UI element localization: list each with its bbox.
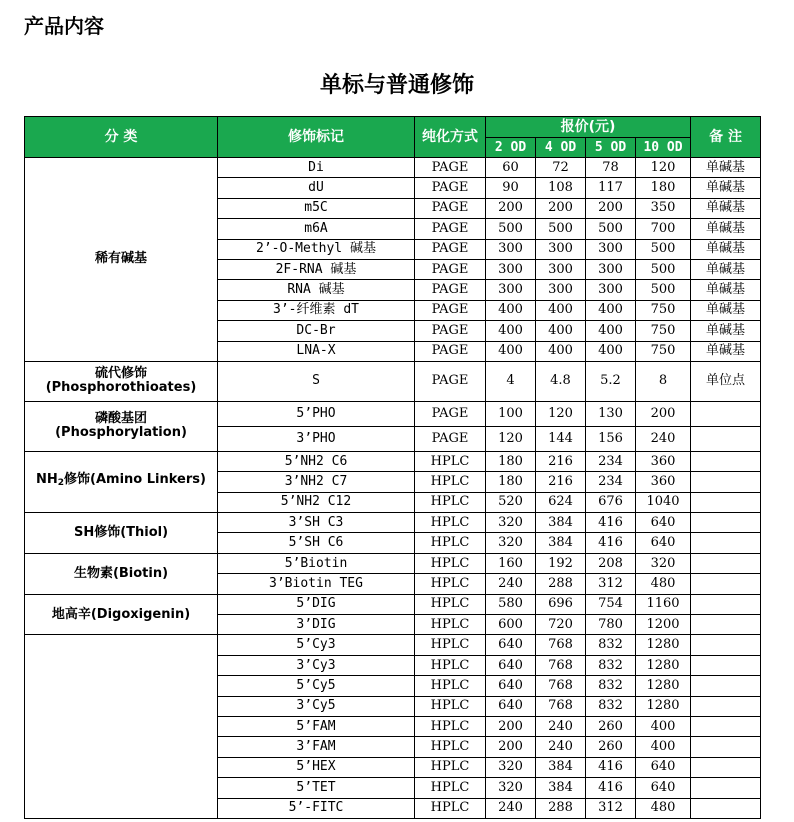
price-cell: 260 — [586, 716, 636, 736]
table-row — [25, 451, 761, 471]
purification-cell: HPLC — [415, 533, 486, 553]
price-cell: 580 — [486, 594, 536, 614]
category-cell — [25, 594, 218, 635]
price-cell: 400 — [636, 716, 691, 736]
note-cell — [691, 635, 761, 655]
purification-cell: PAGE — [415, 341, 486, 361]
purification-cell: HPLC — [415, 513, 486, 533]
price-cell: 90 — [486, 178, 536, 198]
header-price: 报价(元) — [486, 117, 691, 138]
modification-cell: 5’PHO — [218, 401, 415, 426]
purification-cell: HPLC — [415, 635, 486, 655]
note-cell — [691, 513, 761, 533]
modification-cell: 3’Cy5 — [218, 696, 415, 716]
price-cell: 312 — [586, 574, 636, 594]
price-cell: 300 — [586, 239, 636, 259]
table-body — [25, 158, 761, 819]
price-cell: 130 — [586, 401, 636, 426]
price-cell: 360 — [636, 472, 691, 492]
price-cell: 400 — [586, 341, 636, 361]
price-cell: 234 — [586, 472, 636, 492]
price-cell: 480 — [636, 798, 691, 818]
price-cell: 1280 — [636, 696, 691, 716]
price-cell: 400 — [486, 300, 536, 320]
purification-cell: HPLC — [415, 778, 486, 798]
price-cell: 416 — [586, 778, 636, 798]
price-cell: 832 — [586, 696, 636, 716]
purification-cell: HPLC — [415, 594, 486, 614]
price-cell: 832 — [586, 676, 636, 696]
price-cell: 640 — [486, 635, 536, 655]
note-cell — [691, 615, 761, 635]
note-cell — [691, 426, 761, 451]
price-cell: 180 — [486, 451, 536, 471]
price-cell: 5.2 — [586, 361, 636, 401]
purification-cell: PAGE — [415, 198, 486, 218]
price-cell: 144 — [536, 426, 586, 451]
modification-cell: S — [218, 361, 415, 401]
price-cell: 200 — [486, 716, 536, 736]
price-cell: 300 — [536, 259, 586, 279]
price-cell: 500 — [486, 219, 536, 239]
note-cell — [691, 676, 761, 696]
price-cell: 4.8 — [536, 361, 586, 401]
category-cell — [25, 158, 218, 362]
purification-cell: PAGE — [415, 259, 486, 279]
price-cell: 120 — [636, 158, 691, 178]
price-cell: 234 — [586, 451, 636, 471]
table-row — [25, 635, 761, 655]
category-line: 地高辛(Digoxigenin) — [51, 606, 191, 622]
price-cell: 300 — [586, 259, 636, 279]
note-cell: 单碱基 — [691, 280, 761, 300]
category-cell — [25, 451, 218, 512]
purification-cell: HPLC — [415, 451, 486, 471]
purification-cell: HPLC — [415, 472, 486, 492]
price-cell: 360 — [636, 451, 691, 471]
price-cell: 200 — [636, 401, 691, 426]
purification-cell: HPLC — [415, 737, 486, 757]
price-cell: 480 — [636, 574, 691, 594]
price-cell: 240 — [536, 716, 586, 736]
modification-cell: 3’-纤维素 dT — [218, 300, 415, 320]
category-text: NH — [36, 472, 58, 488]
category-line: (Phosphorothioates) — [45, 380, 197, 396]
note-cell: 单碱基 — [691, 178, 761, 198]
purification-cell: HPLC — [415, 716, 486, 736]
price-cell: 640 — [636, 533, 691, 553]
price-cell: 216 — [536, 451, 586, 471]
table-row — [25, 158, 761, 178]
price-cell: 624 — [536, 492, 586, 512]
note-cell: 单位点 — [691, 361, 761, 401]
price-cell: 1280 — [636, 635, 691, 655]
purification-cell: PAGE — [415, 401, 486, 426]
price-cell: 720 — [536, 615, 586, 635]
price-cell: 600 — [486, 615, 536, 635]
modification-cell: 5’HEX — [218, 757, 415, 777]
price-cell: 400 — [536, 341, 586, 361]
note-cell: 单碱基 — [691, 219, 761, 239]
price-cell: 300 — [486, 239, 536, 259]
price-cell: 180 — [486, 472, 536, 492]
price-cell: 700 — [636, 219, 691, 239]
category-text: 修饰(Amino Linkers) — [64, 472, 206, 488]
purification-cell: PAGE — [415, 321, 486, 341]
note-cell — [691, 696, 761, 716]
modification-cell: m5C — [218, 198, 415, 218]
category-line: 硫代修饰 — [94, 366, 147, 382]
modification-cell: Di — [218, 158, 415, 178]
price-cell: 1280 — [636, 655, 691, 675]
modification-cell: 3’Cy3 — [218, 655, 415, 675]
price-cell: 288 — [536, 798, 586, 818]
note-cell — [691, 594, 761, 614]
modification-cell: 5’DIG — [218, 594, 415, 614]
price-cell: 384 — [536, 757, 586, 777]
price-table — [24, 116, 761, 819]
price-cell: 240 — [486, 574, 536, 594]
purification-cell: PAGE — [415, 280, 486, 300]
price-cell: 240 — [636, 426, 691, 451]
section-title: 产品内容 — [24, 14, 104, 38]
table-row — [25, 361, 761, 401]
purification-cell: PAGE — [415, 426, 486, 451]
price-cell: 768 — [536, 655, 586, 675]
price-cell: 120 — [486, 426, 536, 451]
category-cell — [25, 553, 218, 594]
price-cell: 240 — [486, 798, 536, 818]
note-cell — [691, 401, 761, 426]
price-cell: 400 — [486, 321, 536, 341]
price-cell: 500 — [586, 219, 636, 239]
price-cell: 320 — [486, 513, 536, 533]
purification-cell: HPLC — [415, 676, 486, 696]
note-cell — [691, 472, 761, 492]
modification-cell: 2’-O-Methyl 碱基 — [218, 239, 415, 259]
modification-cell: 5’Cy3 — [218, 635, 415, 655]
price-cell: 500 — [636, 280, 691, 300]
price-cell: 500 — [636, 239, 691, 259]
price-cell: 832 — [586, 635, 636, 655]
price-cell: 260 — [586, 737, 636, 757]
note-cell — [691, 451, 761, 471]
price-cell: 350 — [636, 198, 691, 218]
category-line: 稀有碱基 — [94, 251, 147, 267]
price-cell: 750 — [636, 300, 691, 320]
price-cell: 200 — [536, 198, 586, 218]
price-cell: 400 — [536, 321, 586, 341]
price-cell: 1200 — [636, 615, 691, 635]
table-row — [25, 401, 761, 426]
price-cell: 384 — [536, 513, 586, 533]
header-category: 分 类 — [25, 117, 218, 158]
note-cell: 单碱基 — [691, 321, 761, 341]
header-modification: 修饰标记 — [218, 117, 415, 158]
document-title: 单标与普通修饰 — [319, 73, 474, 98]
price-cell: 640 — [636, 513, 691, 533]
price-cell: 768 — [536, 696, 586, 716]
purification-cell: PAGE — [415, 300, 486, 320]
modification-cell: 3’DIG — [218, 615, 415, 635]
price-cell: 320 — [636, 553, 691, 573]
header-purification: 纯化方式 — [415, 117, 486, 158]
note-cell — [691, 778, 761, 798]
modification-cell: 5’-FITC — [218, 798, 415, 818]
modification-cell: LNA-X — [218, 341, 415, 361]
price-cell: 216 — [536, 472, 586, 492]
price-cell: 312 — [586, 798, 636, 818]
price-cell: 108 — [536, 178, 586, 198]
category-line: 磷酸基团 — [94, 411, 147, 427]
purification-cell: PAGE — [415, 239, 486, 259]
purification-cell: PAGE — [415, 219, 486, 239]
price-cell: 120 — [536, 401, 586, 426]
price-cell: 160 — [486, 553, 536, 573]
modification-cell: RNA 碱基 — [218, 280, 415, 300]
price-cell: 696 — [536, 594, 586, 614]
price-cell: 768 — [536, 676, 586, 696]
price-cell: 117 — [586, 178, 636, 198]
price-cell: 400 — [586, 321, 636, 341]
table-row — [25, 513, 761, 533]
price-cell: 78 — [586, 158, 636, 178]
note-cell — [691, 553, 761, 573]
price-cell: 320 — [486, 778, 536, 798]
price-cell: 320 — [486, 757, 536, 777]
category-cell — [25, 513, 218, 554]
price-cell: 400 — [536, 300, 586, 320]
price-cell: 500 — [536, 219, 586, 239]
header-scale: 5 OD — [586, 138, 636, 158]
purification-cell: HPLC — [415, 615, 486, 635]
table-header — [25, 117, 761, 158]
category-line: SH修饰(Thiol) — [73, 524, 169, 540]
price-cell: 416 — [586, 757, 636, 777]
note-cell — [691, 655, 761, 675]
price-cell: 180 — [636, 178, 691, 198]
note-cell: 单碱基 — [691, 300, 761, 320]
category-cell — [25, 361, 218, 401]
note-cell: 单碱基 — [691, 259, 761, 279]
price-cell: 384 — [536, 778, 586, 798]
modification-cell: 5’TET — [218, 778, 415, 798]
modification-cell: 3’Biotin TEG — [218, 574, 415, 594]
price-cell: 640 — [636, 778, 691, 798]
note-cell: 单碱基 — [691, 158, 761, 178]
purification-cell: HPLC — [415, 574, 486, 594]
modification-cell: 5’FAM — [218, 716, 415, 736]
note-cell — [691, 737, 761, 757]
price-cell: 640 — [486, 676, 536, 696]
price-cell: 400 — [636, 737, 691, 757]
price-cell: 416 — [586, 513, 636, 533]
note-cell — [691, 798, 761, 818]
purification-cell: HPLC — [415, 757, 486, 777]
modification-cell: 5’NH2 C6 — [218, 451, 415, 471]
note-cell: 单碱基 — [691, 239, 761, 259]
purification-cell: PAGE — [415, 158, 486, 178]
price-cell: 1280 — [636, 676, 691, 696]
category-cell — [25, 635, 218, 819]
note-cell — [691, 574, 761, 594]
note-cell — [691, 492, 761, 512]
price-cell: 300 — [536, 239, 586, 259]
price-cell: 416 — [586, 533, 636, 553]
purification-cell: HPLC — [415, 492, 486, 512]
price-cell: 832 — [586, 655, 636, 675]
header-note: 备 注 — [691, 117, 761, 158]
price-cell: 72 — [536, 158, 586, 178]
price-cell: 288 — [536, 574, 586, 594]
price-cell: 200 — [486, 198, 536, 218]
modification-cell: DC-Br — [218, 321, 415, 341]
purification-cell: HPLC — [415, 798, 486, 818]
purification-cell: HPLC — [415, 655, 486, 675]
modification-cell: 5’NH2 C12 — [218, 492, 415, 512]
price-cell: 754 — [586, 594, 636, 614]
modification-cell: m6A — [218, 219, 415, 239]
modification-cell: 5’SH C6 — [218, 533, 415, 553]
price-cell: 320 — [486, 533, 536, 553]
price-cell: 200 — [586, 198, 636, 218]
price-cell: 384 — [536, 533, 586, 553]
modification-cell: 5’Cy5 — [218, 676, 415, 696]
price-cell: 768 — [536, 635, 586, 655]
price-cell: 640 — [486, 696, 536, 716]
table-row — [25, 553, 761, 573]
price-cell: 750 — [636, 321, 691, 341]
price-cell: 400 — [486, 341, 536, 361]
price-cell: 500 — [636, 259, 691, 279]
modification-cell: dU — [218, 178, 415, 198]
price-cell: 400 — [586, 300, 636, 320]
category-line: (Phosphorylation) — [55, 425, 187, 441]
modification-cell: 2F-RNA 碱基 — [218, 259, 415, 279]
price-cell: 676 — [586, 492, 636, 512]
price-cell: 200 — [486, 737, 536, 757]
purification-cell: PAGE — [415, 361, 486, 401]
price-cell: 60 — [486, 158, 536, 178]
price-cell: 240 — [536, 737, 586, 757]
price-cell: 300 — [586, 280, 636, 300]
price-cell: 300 — [536, 280, 586, 300]
category-subscript: 2 — [57, 478, 65, 489]
price-cell: 780 — [586, 615, 636, 635]
modification-cell: 3’PHO — [218, 426, 415, 451]
note-cell — [691, 533, 761, 553]
price-cell: 1040 — [636, 492, 691, 512]
price-cell: 300 — [486, 280, 536, 300]
modification-cell: 3’NH2 C7 — [218, 472, 415, 492]
price-cell: 640 — [636, 757, 691, 777]
modification-cell: 3’SH C3 — [218, 513, 415, 533]
purification-cell: HPLC — [415, 696, 486, 716]
category-line: 生物素(Biotin) — [73, 565, 169, 581]
note-cell — [691, 716, 761, 736]
price-cell: 100 — [486, 401, 536, 426]
price-cell: 192 — [536, 553, 586, 573]
price-cell: 750 — [636, 341, 691, 361]
price-cell: 4 — [486, 361, 536, 401]
note-cell — [691, 757, 761, 777]
purification-cell: HPLC — [415, 553, 486, 573]
modification-cell: 5’Biotin — [218, 553, 415, 573]
category-cell — [25, 401, 218, 451]
price-cell: 1160 — [636, 594, 691, 614]
price-cell: 520 — [486, 492, 536, 512]
header-scale: 10 OD — [636, 138, 691, 158]
price-cell: 208 — [586, 553, 636, 573]
table-row — [25, 594, 761, 614]
header-scale: 2 OD — [486, 138, 536, 158]
note-cell: 单碱基 — [691, 198, 761, 218]
modification-cell: 3’FAM — [218, 737, 415, 757]
note-cell: 单碱基 — [691, 341, 761, 361]
header-scale: 4 OD — [536, 138, 586, 158]
price-cell: 300 — [486, 259, 536, 279]
price-cell: 156 — [586, 426, 636, 451]
price-cell: 8 — [636, 361, 691, 401]
price-cell: 640 — [486, 655, 536, 675]
purification-cell: PAGE — [415, 178, 486, 198]
